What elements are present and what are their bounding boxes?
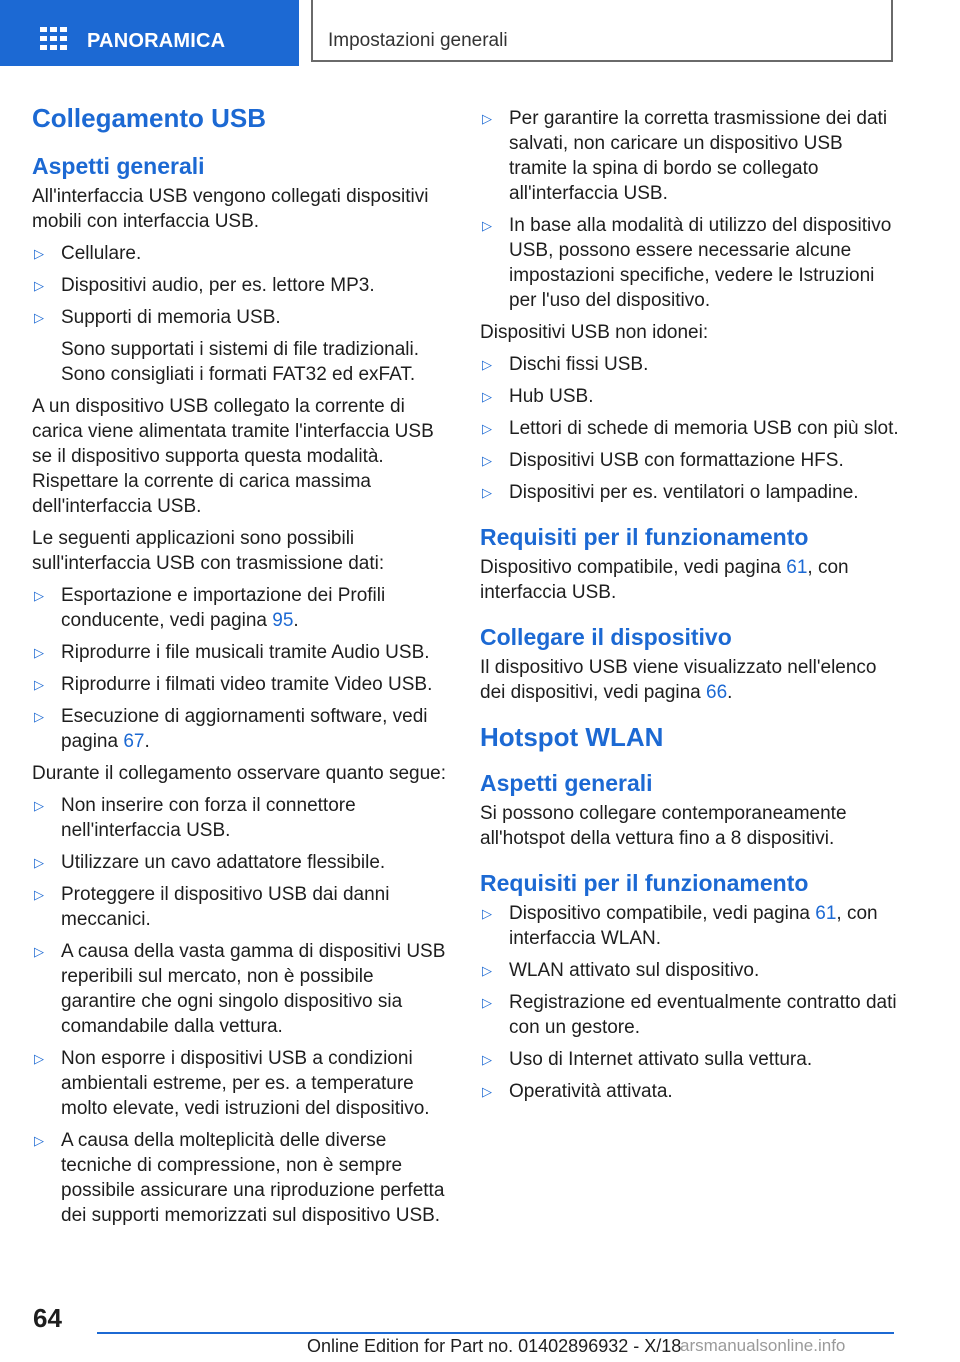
observe-list: [32, 793, 452, 1228]
list-item: ▷ Supporti di memoria USB. Sono supportati i sistemi di file tradizionali. Sono consigliati i formati FAT32 ed exFAT.: [32, 305, 452, 387]
footer-divider: [97, 1332, 894, 1334]
heading-requirements-wlan: Requisiti per il funzionamento: [480, 870, 809, 896]
triangle-bullet-icon: ▷: [34, 1051, 44, 1066]
paragraph-unsuitable: Dispositivi USB non idonei:: [480, 322, 709, 343]
triangle-bullet-icon: ▷: [34, 677, 44, 692]
list-item: ▷ Riprodurre i file musicali tramite Audio USB.: [34, 642, 430, 663]
triangle-bullet-icon: ▷: [482, 421, 492, 436]
application-list: [32, 583, 452, 754]
paragraph-charging-current: A un dispositivo USB collegato la corrente di carica viene alimentata tramite l'interfaccia USB se il dispositivo supporta questa modalità. Rispettare la corrente di carica massima dell'interfaccia USB.: [32, 396, 434, 517]
page-link-95[interactable]: 95: [272, 610, 294, 631]
list-item: ▷ Riprodurre i filmati video tramite Video USB.: [34, 674, 433, 695]
triangle-bullet-icon: ▷: [34, 855, 44, 870]
triangle-bullet-icon: ▷: [482, 1084, 492, 1099]
triangle-bullet-icon: ▷: [482, 963, 492, 978]
section-title-tab[interactable]: [311, 0, 893, 62]
triangle-bullet-icon: ▷: [482, 453, 492, 468]
list-item: ▷ Dispositivi audio, per es. lettore MP3.: [34, 275, 375, 296]
list-item: ▷ Registrazione ed eventualmente contratto dati con un gestore.: [482, 992, 897, 1038]
list-item: ▷ Dischi fissi USB.: [482, 354, 649, 375]
left-column: [32, 96, 452, 1235]
memory-format-note: Sono supportati i sistemi di file tradizionali. Sono consigliati i formati FAT32 ed exFAT.: [61, 339, 420, 385]
triangle-bullet-icon: ▷: [482, 218, 492, 233]
heading-general-aspects: Aspetti generali: [32, 153, 205, 179]
list-item: ▷ Uso di Internet attivato sulla vettura.: [482, 1049, 813, 1070]
list-item: ▷ Esecuzione di aggiornamenti software, vedi pagina 67.: [34, 706, 428, 752]
list-item: ▷ Dispositivi USB con formattazione HFS.: [482, 450, 844, 471]
list-item: ▷ In base alla modalità di utilizzo del dispositivo USB, possono essere necessarie alcune impostazioni specifiche, vedere le Istruzioni per l'uso del dispositivo.: [482, 215, 892, 311]
page-header: [0, 0, 960, 66]
list-item: ▷ Utilizzare un cavo adattatore flessibile.: [34, 852, 386, 873]
page-link-66[interactable]: 66: [706, 682, 728, 703]
paragraph-observe: Durante il collegamento osservare quanto segue:: [32, 763, 447, 784]
paragraph-applications: Le seguenti applicazioni sono possibili sull'interfaccia USB con trasmissione dati:: [32, 528, 385, 574]
triangle-bullet-icon: ▷: [34, 1133, 44, 1148]
observe-list-continued: [480, 106, 900, 313]
list-item: ▷ A causa della vasta gamma di dispositivi USB reperibili sul mercato, non è possibile garantire che ogni singolo dispositivo sia comandabile dalla vettura.: [34, 941, 446, 1037]
page-link-61-wlan[interactable]: 61: [815, 903, 837, 924]
list-item: ▷ Non inserire con forza il connettore nell'interfaccia USB.: [34, 795, 356, 841]
triangle-bullet-icon: ▷: [34, 944, 44, 959]
triangle-bullet-icon: ▷: [482, 906, 492, 921]
triangle-bullet-icon: ▷: [482, 389, 492, 404]
triangle-bullet-icon: ▷: [34, 246, 44, 261]
page-number: 64: [33, 1303, 62, 1333]
section-title: Impostazioni generali: [328, 30, 508, 51]
triangle-bullet-icon: ▷: [34, 709, 44, 724]
page-link-61[interactable]: 61: [786, 557, 808, 578]
list-item: ▷ A causa della molteplicità delle diverse tecniche di compressione, non è sempre possibile assicurare una riproduzione perfetta dei supporti memorizzati sul dispositivo USB.: [34, 1130, 445, 1226]
triangle-bullet-icon: ▷: [482, 357, 492, 372]
list-item: ▷ Proteggere il dispositivo USB dai danni meccanici.: [34, 884, 390, 930]
grid-icon: [40, 27, 68, 51]
usb-device-list: [32, 241, 452, 387]
paragraph-requirements-usb: Dispositivo compatibile, vedi pagina 61, con interfaccia USB.: [480, 557, 849, 603]
overview-nav-button[interactable]: [0, 0, 299, 66]
triangle-bullet-icon: ▷: [34, 645, 44, 660]
triangle-bullet-icon: ▷: [34, 588, 44, 603]
page-link-67[interactable]: 67: [123, 731, 145, 752]
list-item: ▷ Hub USB.: [482, 386, 594, 407]
paragraph-usb-intro: All'interfaccia USB vengono collegati dispositivi mobili con interfaccia USB.: [32, 186, 429, 232]
triangle-bullet-icon: ▷: [482, 111, 492, 126]
requirements-wlan-list: [480, 901, 900, 1104]
triangle-bullet-icon: ▷: [34, 278, 44, 293]
triangle-bullet-icon: ▷: [482, 995, 492, 1010]
list-item: ▷ Esportazione e importazione dei Profili conducente, vedi pagina 95.: [34, 585, 386, 631]
triangle-bullet-icon: ▷: [34, 887, 44, 902]
heading-usb-connection: Collegamento USB: [32, 103, 267, 133]
paragraph-connect-device: Il dispositivo USB viene visualizzato nell'elenco dei dispositivi, vedi pagina 66.: [480, 657, 877, 703]
list-item: ▷ Lettori di schede di memoria USB con più slot.: [482, 418, 899, 439]
list-item: ▷ Dispositivi per es. ventilatori o lampadine.: [482, 482, 859, 503]
triangle-bullet-icon: ▷: [482, 1052, 492, 1067]
triangle-bullet-icon: ▷: [482, 485, 492, 500]
right-column: [480, 96, 900, 1111]
heading-general-aspects-wlan: Aspetti generali: [480, 770, 653, 796]
heading-hotspot-wlan: Hotspot WLAN: [480, 722, 664, 752]
list-item: ▷ Operatività attivata.: [482, 1081, 673, 1102]
paragraph-hotspot: Si possono collegare contemporaneamente all'hotspot della vettura fino a 8 dispositivi.: [480, 803, 847, 849]
triangle-bullet-icon: ▷: [34, 310, 44, 325]
heading-requirements-usb: Requisiti per il funzionamento: [480, 524, 809, 550]
triangle-bullet-icon: ▷: [34, 798, 44, 813]
overview-nav-label: PANORAMICA: [87, 30, 226, 52]
list-item: ▷ Dispositivo compatibile, vedi pagina 61, con interfaccia WLAN.: [482, 903, 878, 949]
watermark: arsmanualsonline.info: [680, 1336, 846, 1355]
list-item: ▷ Non esporre i dispositivi USB a condizioni ambientali estreme, per es. a temperature molto elevate, vedi istruzioni del dispositivo.: [34, 1048, 430, 1119]
list-item: ▷ WLAN attivato sul dispositivo.: [482, 960, 760, 981]
list-item: ▷ Per garantire la corretta trasmissione dei dati salvati, non caricare un dispositivo USB tramite la spina di bordo se collegato all'interfaccia USB.: [482, 108, 888, 204]
heading-connect-device: Collegare il dispositivo: [480, 624, 732, 650]
list-item: ▷ Cellulare.: [34, 243, 142, 264]
footer-edition: Online Edition for Part no. 01402896932 - X/18: [307, 1336, 682, 1356]
unsuitable-list: [480, 352, 900, 505]
